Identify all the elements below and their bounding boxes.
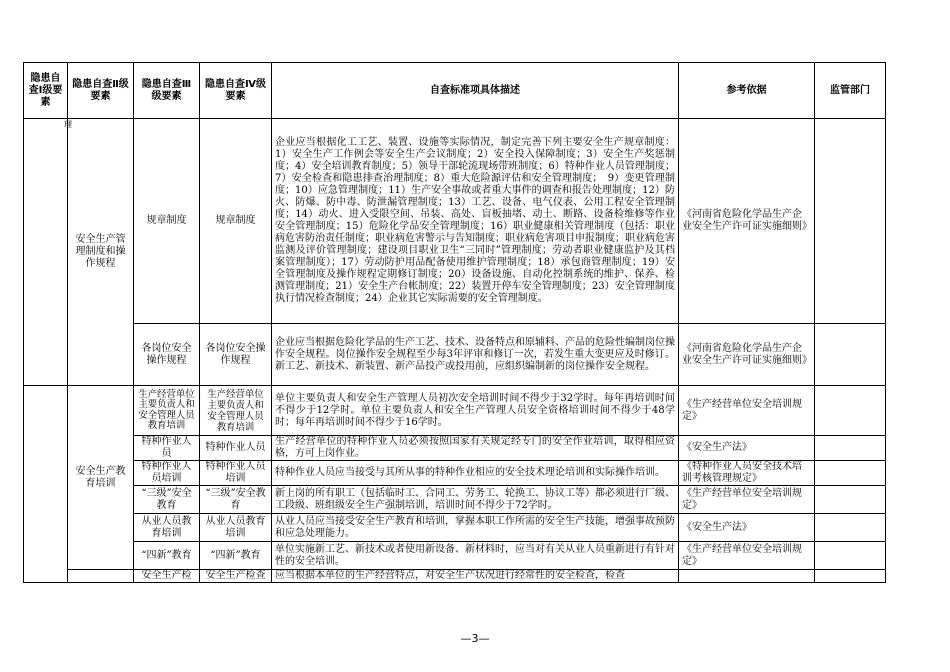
description-cell: 新上岗的所有职工（包括临时工、合同工、劳务工、轮换工、协议工等）都必须进行厂级、工段级、班组级安全生产强制培训，培训时间不得少于72学时。 (272, 486, 679, 514)
description-cell: 从业人员应当接受安全生产教育和培训，掌握本职工作所需的安全生产技能，增强事故预防和应急处理能力。 (272, 514, 679, 542)
reference-cell: 《安全生产法》 (679, 514, 815, 542)
description-cell: 单位主要负责人和安全生产管理人员初次安全培训时间不得少于32学时。每年再培训时间不得少于12学时。单位主要负责人和安全生产管理人员安全资格培训时间不得少于48学时；每年再培训时间不得少于16学时。 (272, 386, 679, 436)
level4-cell: 从业人员教育培训 (200, 514, 272, 542)
table-row (24, 486, 886, 514)
header-level4: 隐患自查Ⅳ级要素 (200, 63, 272, 119)
level4-cell: 生产经营单位主要负责人和安全管理人员教育培训 (200, 386, 272, 436)
level3-cell: 特种作业人员培训 (134, 461, 200, 486)
table-row (24, 436, 886, 461)
level3-cell: 规章制度 (134, 119, 200, 324)
reference-cell: 《生产经营单位安全培训规定》 (679, 486, 815, 514)
header-reference: 参考依据 (679, 63, 815, 119)
table-row (24, 119, 886, 324)
description-cell: 应当根据本单位的生产经营特点，对安全生产状况进行经常性的安全检查，检查 (272, 570, 679, 583)
table-row (24, 542, 886, 570)
department-cell (815, 461, 886, 486)
level3-cell: 从业人员教育培训 (134, 514, 200, 542)
description-cell: 单位实施新工艺、新技术或者使用新设备、新材料时，应当对有关从业人员重新进行有针对性的安全培训。 (272, 542, 679, 570)
department-cell (815, 324, 886, 386)
header-department: 监管部门 (815, 63, 886, 119)
table-row (24, 461, 886, 486)
table-row (24, 324, 886, 386)
description-cell: 企业应当根据危险化学品的生产工艺、技术、设备特点和原辅料、产品的危险性编制岗位操作安全规程。岗位操作安全规程至少每3年评审和修订一次，若发生重大变更应及时修订。新工艺、新技术、新装置、新产品投产或投用前，应组织编制新的岗位操作安全规程。 (272, 324, 679, 386)
level4-cell: 特种作业人员 (200, 436, 272, 461)
level2-cell: 安全生产教育培训 (68, 386, 134, 570)
level1-cell (24, 119, 68, 386)
level4-cell: 规章制度 (200, 119, 272, 324)
department-cell (815, 436, 886, 461)
table-row (24, 514, 886, 542)
level3-cell: “三级”安全教育 (134, 486, 200, 514)
table-row (24, 570, 886, 583)
level2-cell (68, 570, 134, 583)
reference-cell: 《河南省危险化学品生产企业安全生产许可证实施细则》 (679, 119, 815, 324)
level3-cell: 特种作业人员 (134, 436, 200, 461)
description-cell: 生产经营单位的特种作业人员必须按照国家有关规定经专门的安全作业培训，取得相应资格，方可上岗作业。 (272, 436, 679, 461)
department-cell (815, 514, 886, 542)
level3-cell: “四新”教育 (134, 542, 200, 570)
header-description: 自查标准项具体描述 (272, 63, 679, 119)
level4-cell: 各岗位安全操作规程 (200, 324, 272, 386)
header-level2: 隐患自查Ⅱ级要素 (68, 63, 134, 119)
header-level3: 隐患自查Ⅲ级要素 (134, 63, 200, 119)
department-cell (815, 542, 886, 570)
page-number: —3— (460, 632, 490, 645)
description-cell: 企业应当根据化工工艺、装置、设施等实际情况，制定完善下列主要安全生产规章制度：1）安全生产工作例会等安全生产会议制度；2）安全投入保障制度；3）安全生产奖惩制度；4）安全培训教育制度；5）领导干部轮流现场带班制度；6）特种作业人员管理制度；7）安全检查和隐患排查治理制度；8）重大危险源评估和安全管理制度； 9）变更管理制度；10）应急管理制度；11）生产安全事故或者重大事件的调查和报告处理制度；12）防火、防爆、防中毒、防泄漏管理制度；13）工艺、设备、电气仪表、公用工程安全管理制度；14）动火、进入受限空间、吊装、高处、盲板抽堵、动土、断路、设备检维修等作业安全管理制度；15）危险化学品安全管理制度；16）职业健康相关管理制度（包括：职业病危害防治责任制度；职业病危害警示与告知制度；职业病危害项目申报制度；职业病危害监测及评价管理制度；建设项目职业卫生“三同时”管理制度；劳动者职业健康监护及其档案管理制度）；17）劳动防护用品配备使用维护管理制度；18）承包商管理制度；19）安全管理制度及操作规程定期修订制度；20）设备设施、自动化控制系统的维护、保养、检测管理制度；21）安全生产台帐制度；22）装置开停车安全管理制度；23）安全管理制度执行情况检查制度；24）企业其它实际需要的安全管理制度。 (272, 119, 679, 324)
level3-cell: 各岗位安全操作规程 (134, 324, 200, 386)
level3-cell: 安全生产检 (134, 570, 200, 583)
department-cell (815, 486, 886, 514)
department-cell (815, 119, 886, 324)
reference-cell: 《河南省危险化学品生产企业安全生产许可证实施细则》 (679, 324, 815, 386)
level3-cell: 生产经营单位主要负责人和安全管理人员教育培训 (134, 386, 200, 436)
level4-cell: “三级”安全教育 (200, 486, 272, 514)
reference-cell (679, 570, 815, 583)
department-cell (815, 386, 886, 436)
header-level1: 隐患自查Ⅰ级要素 (24, 63, 68, 119)
level4-cell: 安全生产检查 (200, 570, 272, 583)
reference-cell: 《生产经营单位安全培训规定》 (679, 542, 815, 570)
level4-cell: 特种作业人员培训 (200, 461, 272, 486)
description-cell: 特种作业人员应当接受与其所从事的特种作业相应的安全技术理论培训和实际操作培训。 (272, 461, 679, 486)
level2-cell: 安全生产管理制度和操作规程 (68, 119, 134, 386)
level1-cell (24, 386, 68, 583)
table-row (24, 386, 886, 436)
level4-cell: “四新”教育 (200, 542, 272, 570)
department-cell (815, 570, 886, 583)
hazard-checklist-table (23, 62, 886, 583)
table-header-row (24, 63, 886, 119)
reference-cell: 《安全生产法》 (679, 436, 815, 461)
reference-cell: 《生产经营单位安全培训规定》 (679, 386, 815, 436)
residual-level1-text: 理 (64, 120, 72, 129)
reference-cell: 《特种作业人员安全技术培训考核管理规定》 (679, 461, 815, 486)
